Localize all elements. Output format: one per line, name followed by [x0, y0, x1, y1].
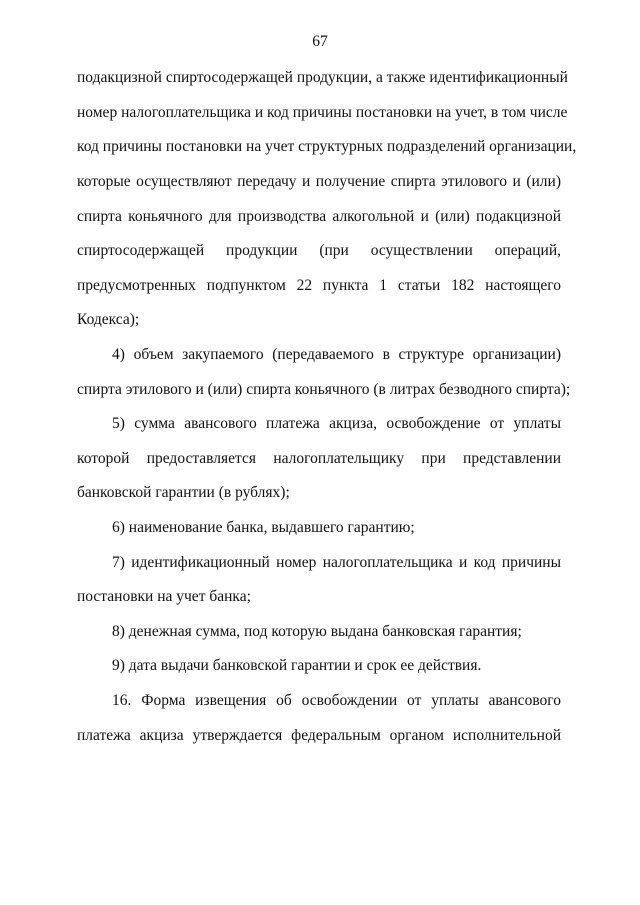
list-item-5: 5) сумма авансового платежа акциза, освобождение от уплаты — [112, 415, 561, 432]
text-line: спиртосодержащей продукции (при осуществлении операций, — [77, 242, 561, 259]
text-line: спирта коньячного для производства алкогольной и (или) подакцизной — [77, 208, 561, 225]
paragraph-16: 16. Форма извещения об освобождении от уплаты авансового — [112, 692, 561, 709]
list-item-8: 8) денежная сумма, под которую выдана банковская гарантия; — [112, 623, 522, 640]
text-line: которой предоставляется налогоплательщику при представлении — [77, 450, 561, 467]
text-line: постановки на учет банка; — [77, 588, 251, 605]
text-line: подакцизной спиртосодержащей продукции, а также идентификационный — [77, 69, 568, 86]
text-line: которые осуществляют передачу и получение спирта этилового и (или) — [77, 173, 561, 190]
text-line: Кодекса); — [77, 311, 140, 328]
text-line: код причины постановки на учет структурных подразделений организации, — [77, 138, 577, 155]
text-line: платежа акциза утверждается федеральным органом исполнительной — [77, 727, 561, 744]
page-number: 67 — [312, 33, 328, 50]
list-item-4: 4) объем закупаемого (передаваемого в структуре организации) — [112, 346, 561, 363]
text-line: спирта этилового и (или) спирта коньячного (в литрах безводного спирта); — [77, 381, 571, 398]
text-line: банковской гарантии (в рублях); — [77, 484, 290, 501]
list-item-6: 6) наименование банка, выдавшего гарантию; — [112, 519, 415, 536]
list-item-7: 7) идентификационный номер налогоплательщика и код причины — [112, 554, 561, 571]
text-line: предусмотренных подпунктом 22 пункта 1 статьи 182 настоящего — [77, 277, 561, 294]
text-line: номер налогоплательщика и код причины постановки на учет, в том числе — [77, 104, 568, 121]
list-item-9: 9) дата выдачи банковской гарантии и срок ее действия. — [112, 657, 482, 674]
